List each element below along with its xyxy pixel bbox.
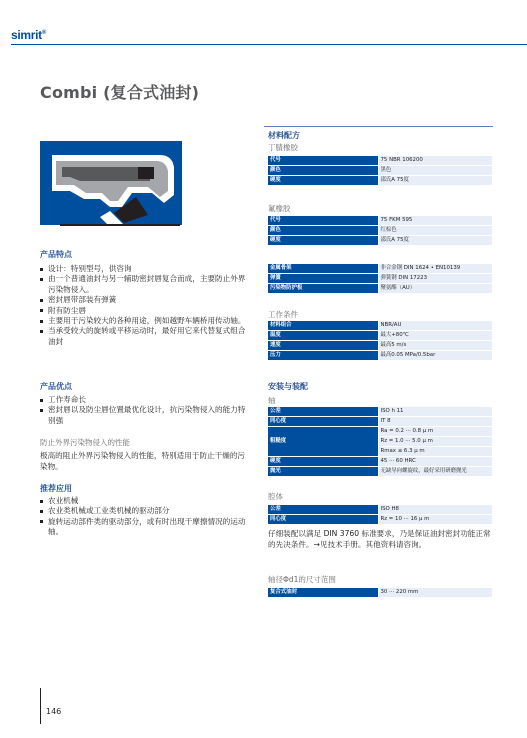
shaft-label: 轴 [268, 396, 276, 405]
table-row: 同心度 Rz = 10 ··· 16 μ m [268, 515, 492, 525]
table-row: 速度 最高5 m/s [268, 341, 492, 351]
fkm-table [268, 216, 492, 246]
advantages-heading: 产品优点 [40, 382, 72, 391]
section-rule [264, 126, 493, 127]
table-row: 公差 ISO H8 [268, 505, 492, 515]
materials-heading: 材料配方 [268, 131, 300, 140]
table-row: 材料组合 NBR/AU [268, 321, 492, 331]
table-row: Rz = 1.0 ··· 5.0 μ m [268, 437, 492, 447]
list-item: 设计：特别型号，供咨询 [40, 264, 250, 274]
range-heading: 轴径Φd1的尺寸范围 [268, 575, 336, 584]
list-item: 附有防尘唇 [40, 306, 250, 316]
table-row: 复合式油封 30 ··· 220 mm [268, 588, 492, 598]
installation-note: 仔细装配以满足 DIN 3760 标准要求，乃是保证油封密封功能正常的先决条件。→见技术手册。其他资料请咨询。 [268, 529, 491, 549]
range-table [268, 588, 492, 598]
page-number: 146 [46, 707, 62, 716]
list-item: 由一个普通油封与另一辅助密封唇复合而成，主要防止外界污染物侵入。 [40, 274, 250, 295]
page-title: Combi (复合式油封) [40, 83, 200, 102]
table-row: 硬度 邵氏A 75度 [268, 176, 492, 186]
operating-heading: 工作条件 [268, 310, 298, 319]
housing-label: 腔体 [268, 492, 283, 501]
table-row: 压力 最高0.05 MPa/0.5bar [268, 351, 492, 361]
table-row: 抛光 无缺导向螺旋纹，最好采用研磨抛光 [268, 467, 492, 477]
applications-heading: 推荐应用 [40, 484, 72, 493]
simrit-logo: simrit® [11, 28, 47, 42]
table-row: 代号 75 NBR 106200 [268, 156, 492, 166]
advantages-list [40, 395, 250, 426]
contamination-text: 极高的阻止外界污染物侵入的性能，特别适用于防止干燥的污染物。 [40, 451, 246, 471]
table-row: 颜色 黑色 [268, 166, 492, 176]
applications-list [40, 496, 250, 538]
fkm-label: 氟橡胶 [268, 204, 291, 213]
table-row: 金属骨架 非合金钢 DIN 1624 • EN10139 [268, 264, 492, 274]
list-item: 密封唇带部装有弹簧 [40, 295, 250, 305]
operating-table [268, 321, 492, 361]
list-item: 密封唇以及防尘唇位置最优化设计，抗污染物侵入的能力特别强 [40, 405, 250, 426]
table-row: 公差 ISO h 11 [268, 407, 492, 417]
list-item: 农业机械 [40, 496, 250, 506]
list-item: 旋转运动部件类的驱动部分，或有时出现干摩擦情况的运动轴。 [40, 517, 250, 538]
list-item: 工作寿命长 [40, 395, 250, 405]
table-row: 污染物防护板 聚氨酯（AU） [268, 284, 492, 294]
shaft-table [268, 407, 492, 477]
nbr-label: 丁腈橡胶 [268, 143, 298, 152]
housing-table [268, 505, 492, 525]
nbr-table [268, 156, 492, 186]
features-list [40, 264, 250, 347]
metal-parts-table [268, 264, 492, 294]
table-row: 同心度 IT 8 [268, 417, 492, 427]
table-row: Rmax ≤ 6.3 μ m [268, 447, 492, 457]
table-row: 颜色 红棕色 [268, 226, 492, 236]
seal-cross-section-illustration [40, 141, 182, 235]
contamination-subheading: 防止外界污染物侵入的性能 [40, 438, 130, 447]
table-row: 硬度 45 ··· 60 HRC [268, 457, 492, 467]
features-heading: 产品特点 [40, 250, 72, 259]
table-row: 粗糙度 Ra = 0.2 ··· 0.8 μ m [268, 427, 492, 437]
list-item: 当承受较大的旋转或平移运动时，最好用它来代替复式组合油封 [40, 326, 250, 347]
table-row: 硬度 邵氏A 75度 [268, 236, 492, 246]
header-rule [11, 44, 527, 45]
footer-rule [40, 688, 41, 724]
installation-heading: 安装与装配 [268, 382, 308, 391]
table-row: 弹簧 弹簧钢 DIN 17223 [268, 274, 492, 284]
list-item: 农业类机械或工业类机械的驱动部分 [40, 506, 250, 516]
list-item: 主要用于污染较大的各种用途，例如越野车辆桥用传动轴。 [40, 316, 250, 326]
table-row: 温度 最大+80℃ [268, 331, 492, 341]
table-row: 代号 75 FKM 595 [268, 216, 492, 226]
